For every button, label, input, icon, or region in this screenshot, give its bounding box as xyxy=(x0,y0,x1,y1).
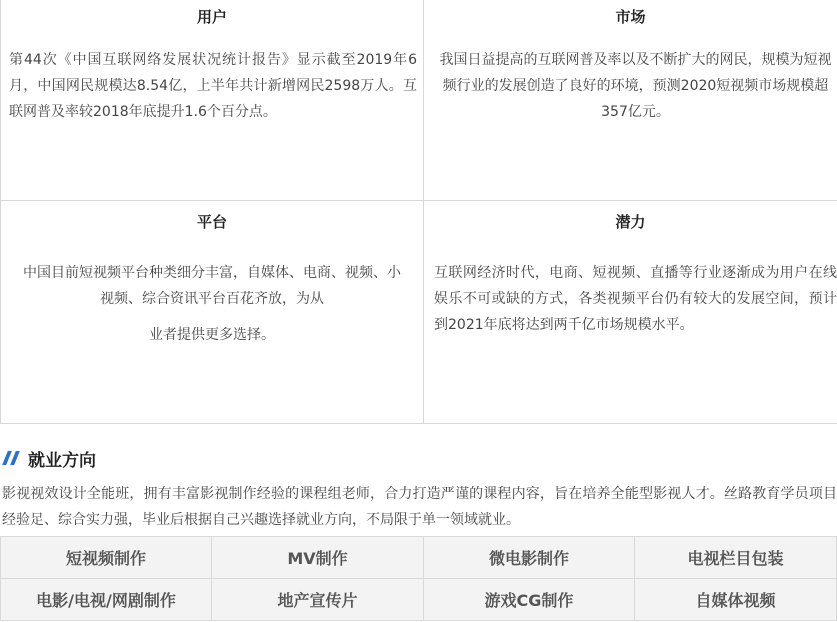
job-item[interactable]: 微电影制作 xyxy=(423,536,635,579)
card-platform xyxy=(0,200,424,424)
job-item[interactable]: MV制作 xyxy=(211,536,424,579)
employment-intro: 影视视效设计全能班，拥有丰富影视制作经验的课程组老师，合力打造严谨的课程内容，旨在培养全能型影视人才。丝路教育学员项目经验足、综合实力强，毕业后根据自己兴趣选择就业方向，不局限于单一领域就业。 xyxy=(2,486,837,528)
card-potential xyxy=(423,200,837,424)
card-title: 平台 xyxy=(196,213,227,231)
job-directions-grid xyxy=(0,536,837,622)
card-text-continued: 业者提供更多选择。 xyxy=(149,327,275,343)
card-text: 我国日益提高的互联网普及率以及不断扩大的网民，规模为短视频行业的发展创造了良好的环境，预测2020短视频市场规模超357亿元。 xyxy=(439,52,832,120)
card-users xyxy=(0,0,424,201)
job-item[interactable]: 自媒体视频 xyxy=(634,578,837,621)
employment-header xyxy=(2,446,96,470)
section-title: 就业方向 xyxy=(28,450,96,471)
card-title: 市场 xyxy=(615,8,646,26)
card-text: 第44次《中国互联网络发展状况统计报告》显示截至2019年6月，中国网民规模达8.54亿，上半年共计新增网民2598万人。互联网普及率较2018年底提升1.6个百分点。 xyxy=(9,52,417,120)
job-item[interactable]: 地产宣传片 xyxy=(211,578,424,621)
card-title: 用户 xyxy=(196,8,227,26)
card-market xyxy=(423,0,837,201)
job-item[interactable]: 电影/电视/网剧制作 xyxy=(0,578,212,621)
card-text: 中国目前短视频平台种类细分丰富，自媒体、电商、视频、小视频、综合资讯平台百花齐放，为从 xyxy=(23,265,401,307)
card-title: 潜力 xyxy=(615,213,646,231)
double-slash-icon xyxy=(2,451,22,465)
card-text: 互联网经济时代，电商、短视频、直播等行业逐渐成为用户在线娱乐不可或缺的方式，各类视频平台仍有较大的发展空间，预计到2021年底将达到两千亿市场规模水平。 xyxy=(434,265,837,333)
job-item[interactable]: 短视频制作 xyxy=(0,536,212,579)
job-item[interactable]: 电视栏目包装 xyxy=(634,536,837,579)
job-item[interactable]: 游戏CG制作 xyxy=(423,578,635,621)
